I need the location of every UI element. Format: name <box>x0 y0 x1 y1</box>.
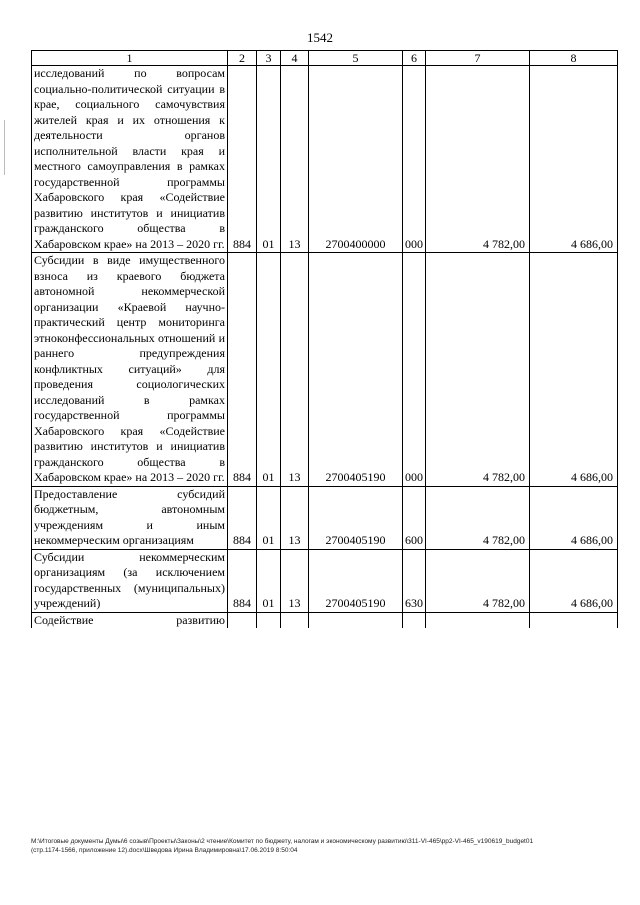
scan-margin-mark <box>4 120 5 175</box>
cell-expense-type: 630 <box>403 549 426 612</box>
row-description: исследований по вопросам социально-политической ситуации в крае, социального самочувствия жителей края и их отношения к деятельности органов исполнительной власти края и местного самоуправления в рамках государственной программы Хабаровского края «Содействие развитию институтов и инициатив гражданского общества в Хабаровском крае» на 2013 – 2020 гг. <box>32 66 228 253</box>
footer-author-line: (стр.1174-1566, приложение 12).docx\Шведова Ирина Владимировна\17.06.2019 8:50:04 <box>31 846 298 854</box>
cell-amount-2 <box>530 612 618 628</box>
cell-target-code: 2700405190 <box>309 486 403 549</box>
row-description: Субсидии в виде имущественного взноса из краевого бюджета автономной некоммерческой организации «Краевой научно-практический центр мониторинга этноконфессиональных отношений и раннего предупреждения конфликтных ситуаций» для проведения социологических исследований в рамках государственной программы Хабаровского края «Содействие развитию институтов и инициатив гражданского общества в Хабаровском крае» на 2013 – 2020 гг. <box>32 253 228 487</box>
cell-amount-2: 4 686,00 <box>530 66 618 253</box>
cell-ministry: 884 <box>228 66 257 253</box>
cell-target-code <box>309 612 403 628</box>
row-description: Содействие развитию <box>32 612 228 628</box>
budget-table <box>31 50 618 628</box>
cell-ministry: 884 <box>228 549 257 612</box>
row-description: Предоставление субсидий бюджетным, автономным учреждениям и иным некоммерческим организациям <box>32 486 228 549</box>
header-col-6: 6 <box>403 51 426 66</box>
table-row <box>32 612 618 628</box>
cell-amount-1: 4 782,00 <box>426 549 530 612</box>
cell-section: 01 <box>257 486 281 549</box>
cell-amount-1 <box>426 612 530 628</box>
cell-amount-2: 4 686,00 <box>530 486 618 549</box>
header-col-3: 3 <box>257 51 281 66</box>
cell-amount-1: 4 782,00 <box>426 253 530 487</box>
table-row <box>32 253 618 487</box>
cell-section: 01 <box>257 549 281 612</box>
cell-expense-type <box>403 612 426 628</box>
cell-subsection: 13 <box>281 549 309 612</box>
header-col-8: 8 <box>530 51 618 66</box>
cell-amount-2: 4 686,00 <box>530 253 618 487</box>
header-col-2: 2 <box>228 51 257 66</box>
cell-amount-1: 4 782,00 <box>426 66 530 253</box>
cell-subsection: 13 <box>281 486 309 549</box>
footer-path-line: M:\Итоговые документы Думы\6 созыв\Проекты\Законы\2 чтение\Комитет по бюджету, налогам и экономическому развитию\311-VI-465\рр2-VI-465_v190619_budget01 <box>31 838 534 845</box>
table-header-row <box>32 51 618 66</box>
cell-subsection: 13 <box>281 253 309 487</box>
cell-section: 01 <box>257 253 281 487</box>
header-col-5: 5 <box>309 51 403 66</box>
table-row <box>32 66 618 253</box>
cell-expense-type: 000 <box>403 253 426 487</box>
cell-expense-type: 600 <box>403 486 426 549</box>
header-col-4: 4 <box>281 51 309 66</box>
cell-amount-1: 4 782,00 <box>426 486 530 549</box>
table-row <box>32 486 618 549</box>
cell-section <box>257 612 281 628</box>
page-number: 1542 <box>307 30 333 45</box>
cell-ministry: 884 <box>228 486 257 549</box>
cell-target-code: 2700400000 <box>309 66 403 253</box>
table-row <box>32 549 618 612</box>
cell-subsection: 13 <box>281 66 309 253</box>
cell-target-code: 2700405190 <box>309 253 403 487</box>
cell-section: 01 <box>257 66 281 253</box>
cell-subsection <box>281 612 309 628</box>
cell-target-code: 2700405190 <box>309 549 403 612</box>
cell-ministry <box>228 612 257 628</box>
document-footer <box>31 838 617 855</box>
cell-amount-2: 4 686,00 <box>530 549 618 612</box>
row-description: Субсидии некоммерческим организациям (за исключением государственных (муниципальных) учреждений) <box>32 549 228 612</box>
header-col-1: 1 <box>32 51 228 66</box>
cell-expense-type: 000 <box>403 66 426 253</box>
header-col-7: 7 <box>426 51 530 66</box>
cell-ministry: 884 <box>228 253 257 487</box>
